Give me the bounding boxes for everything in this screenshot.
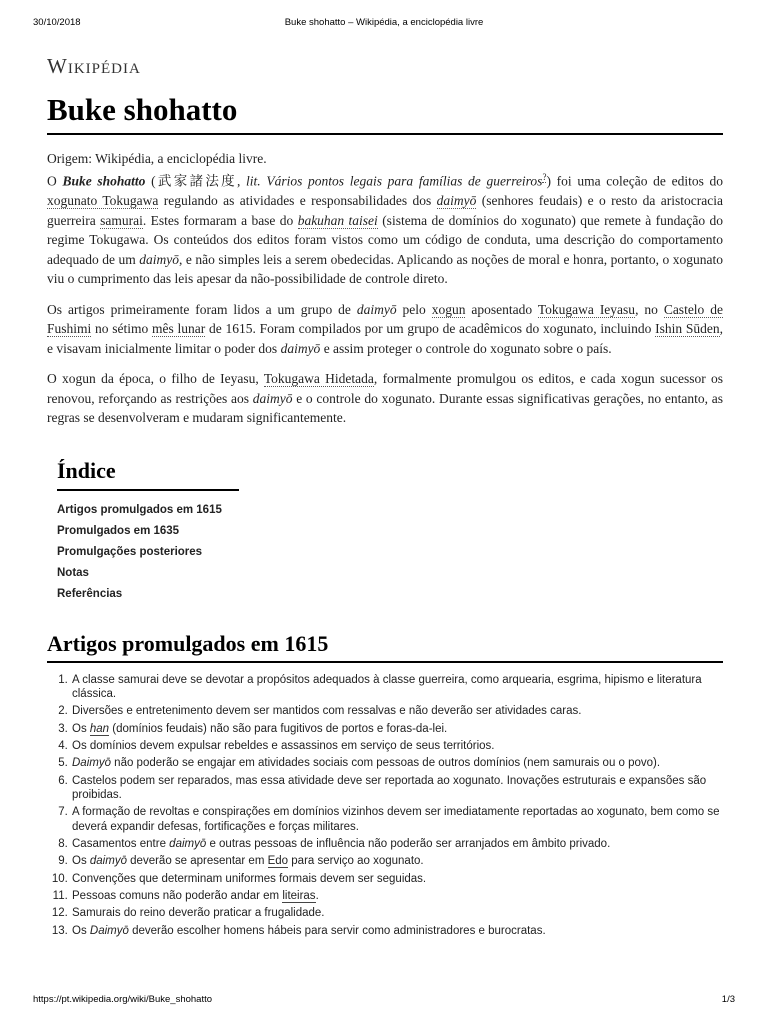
intro-paragraph-3 bbox=[47, 369, 723, 428]
list-item: 6. Castelos podem ser reparados, mas essa atividade deve ser reportada ao xogunato. Inovações estruturais e expansões são proibidas. bbox=[71, 774, 723, 803]
text: e assim proteger o controle do xogunato sobre o país. bbox=[320, 340, 612, 356]
toc-item-notas[interactable]: Notas bbox=[57, 566, 89, 579]
link-han[interactable]: han bbox=[89, 722, 110, 735]
text: Casamentos entre bbox=[72, 838, 170, 851]
text: de 1615. Foram compilados por um grupo de acadêmicos do xogunato, incluindo bbox=[205, 321, 656, 337]
page-title: Buke shohatto bbox=[47, 93, 723, 135]
link-bakuhan-taisei[interactable]: bakuhan taisei bbox=[297, 212, 378, 228]
list-item bbox=[71, 924, 723, 939]
intro-paragraph-2 bbox=[47, 300, 723, 359]
term-daimyo: Daimyō bbox=[72, 757, 111, 770]
articles-list bbox=[47, 673, 723, 939]
text: (domínios feudais) não são para fugitivos de portos e foras-da-lei. bbox=[109, 722, 448, 735]
link-castelo-de-fushimi[interactable]: Castelo de Fushimi bbox=[47, 301, 723, 337]
toc-item-referencias[interactable]: Referências bbox=[57, 587, 123, 600]
toc-item-artigos-1615[interactable]: Artigos promulgados em 1615 bbox=[57, 503, 222, 516]
term-daimyo: daimyō bbox=[169, 838, 207, 851]
list-item bbox=[71, 837, 723, 852]
text: e outras pessoas de influência não poderão ser arranjados em âmbito privado. bbox=[206, 838, 611, 851]
term-daimyo: daimyō bbox=[139, 251, 179, 267]
text: (senhores feudais) e o resto da aristocracia guerreira bbox=[47, 193, 723, 228]
term-daimyo: Daimyō bbox=[89, 924, 129, 937]
toc-list bbox=[57, 500, 239, 605]
text: . bbox=[315, 890, 319, 903]
link-liteiras[interactable]: liteiras bbox=[282, 890, 316, 903]
list-item bbox=[71, 756, 723, 771]
wikipedia-wordmark[interactable]: Wikipédia bbox=[47, 54, 141, 78]
print-doc-title: Buke shohatto – Wikipédia, a enciclopédia livre bbox=[284, 17, 484, 28]
list-item bbox=[71, 889, 723, 904]
text: e o controle do xogunato. Durante essas significativas gerações, no entanto, as regras se desenvolveram e mudaram significantemente. bbox=[47, 390, 724, 426]
link-xogunato-tokugawa[interactable]: xogunato Tokugawa bbox=[47, 193, 159, 209]
term-daimyo: daimyō bbox=[252, 390, 293, 406]
help-link[interactable]: ? bbox=[542, 172, 547, 183]
text: Os bbox=[72, 722, 90, 735]
text: (sistema de domínios do xogunato) que remete à fundação do regime Tokugawa. Os conteúdos dos editos foram vistos como um código de conduta, uma descrição do comportamento adequado de um bbox=[47, 212, 723, 267]
text: Os artigos primeiramente foram lidos a um grupo de bbox=[47, 301, 357, 317]
text: , no bbox=[635, 301, 664, 317]
text: não poderão se engajar em atividades sociais com pessoas de outros domínios (nem samurais ou o povo). bbox=[110, 757, 661, 770]
list-item: 7. A formação de revoltas e conspirações em domínios vizinhos devem ser imediatamente reportadas ao xogunato, bem como se deverá expandir defesas, fortificações e forças militares. bbox=[71, 805, 723, 834]
print-page-number: 1/3 bbox=[721, 994, 735, 1005]
text: Pessoas comuns não poderão andar em bbox=[72, 890, 283, 903]
text: , e não simples leis a serem obedecidas. Aplicando as noções de moral e honra, portanto, o xogunato viu o cumprimento das leis apesar da não-possibilidade de controle direto. bbox=[47, 251, 723, 287]
toc-title: Índice bbox=[57, 458, 239, 491]
link-daimyo[interactable]: daimyō bbox=[436, 193, 477, 209]
toc-item-promulgados-1635[interactable]: Promulgados em 1635 bbox=[57, 524, 180, 537]
term-daimyo: daimyō bbox=[89, 855, 127, 868]
section-heading-artigos-1615: Artigos promulgados em 1615 bbox=[47, 631, 723, 663]
text: O bbox=[47, 173, 63, 189]
list-item: 2. Diversões e entretenimento devem ser mantidos com ressalvas e não deverão ser atividades caras. bbox=[71, 704, 723, 719]
text: . Estes formaram a base do bbox=[142, 212, 298, 228]
text: no sétimo bbox=[91, 321, 153, 337]
table-of-contents bbox=[57, 458, 239, 605]
term-daimyo: daimyō bbox=[356, 301, 397, 317]
link-xogun[interactable]: xogun bbox=[431, 301, 466, 317]
term-bold: Buke shohatto bbox=[62, 173, 146, 189]
list-item bbox=[71, 854, 723, 869]
text: deverão se apresentar em bbox=[126, 855, 268, 868]
print-date: 30/10/2018 bbox=[33, 17, 81, 28]
link-tokugawa-hidetada[interactable]: Tokugawa Hidetada bbox=[263, 371, 374, 387]
text: , formalmente promulgou os editos, e cada xogun sucessor os renovou, reforçando as restrições aos bbox=[47, 371, 723, 406]
list-item: 10. Convenções que determinam uniformes formais devem ser seguidas. bbox=[71, 872, 723, 887]
text: deverão escolher homens hábeis para servir como administradores e burocratas. bbox=[128, 924, 546, 937]
text: regulando as atividades e responsabilidades dos bbox=[158, 193, 437, 209]
article-page bbox=[47, 56, 723, 941]
text: aposentado bbox=[465, 301, 538, 317]
link-tokugawa-ieyasu[interactable]: Tokugawa Ieyasu bbox=[537, 301, 636, 317]
list-item bbox=[71, 722, 723, 737]
text: ) foi uma coleção de editos do bbox=[546, 173, 724, 189]
text: Os bbox=[72, 924, 90, 937]
origin-line: Origem: Wikipédia, a enciclopédia livre. bbox=[47, 151, 267, 167]
link-mes-lunar[interactable]: mês lunar bbox=[152, 321, 206, 337]
list-item: 4. Os domínios devem expulsar rebeldes e assassinos em serviço de seus territórios. bbox=[71, 739, 723, 754]
text: , e visavam inicialmente limitar o poder dos bbox=[47, 321, 723, 356]
text: Os bbox=[72, 855, 90, 868]
text: pelo bbox=[396, 301, 432, 317]
term-daimyo: daimyō bbox=[280, 340, 321, 356]
print-url: https://pt.wikipedia.org/wiki/Buke_shohatto bbox=[33, 994, 213, 1005]
text: (武家諸法度, bbox=[145, 173, 247, 189]
literal-translation: lit. Vários pontos legais para famílias de guerreiros bbox=[246, 173, 543, 189]
link-edo[interactable]: Edo bbox=[267, 855, 289, 868]
link-samurai[interactable]: samurai bbox=[100, 212, 143, 228]
toc-item-promulgacoes-posteriores[interactable]: Promulgações posteriores bbox=[57, 545, 203, 558]
list-item: 1. A classe samurai deve se devotar a propósitos adequados à classe guerreira, como arquearia, esgrima, hipismo e literatura clássica. bbox=[71, 673, 723, 702]
intro-paragraph-1 bbox=[47, 168, 723, 289]
text: O xogun da época, o filho de Ieyasu, bbox=[47, 371, 264, 387]
text: para serviço ao xogunato. bbox=[288, 855, 424, 868]
link-ishin-suden[interactable]: Ishin Sūden bbox=[655, 321, 720, 337]
list-item: 12. Samurais do reino deverão praticar a frugalidade. bbox=[71, 906, 723, 921]
